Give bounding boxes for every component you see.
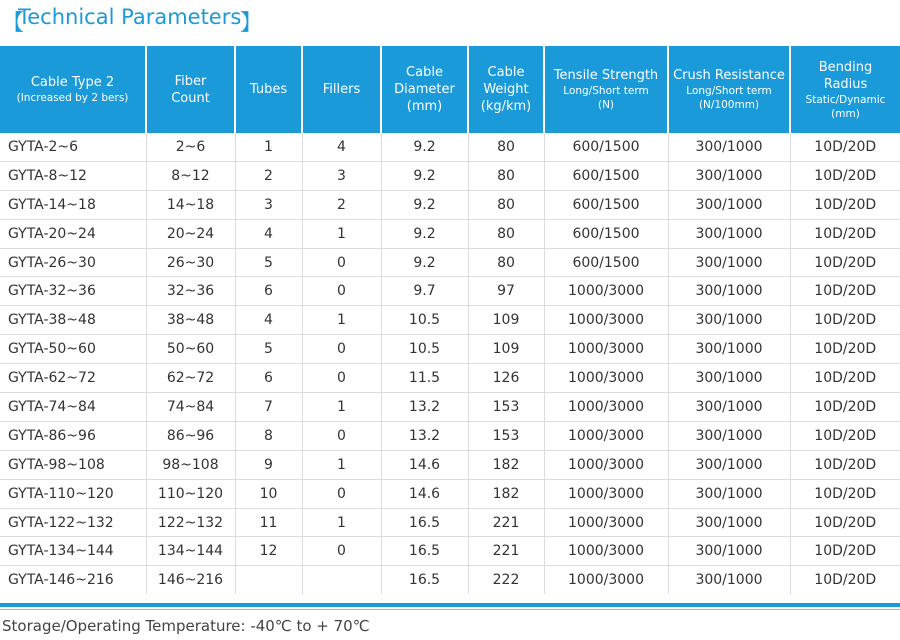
cell-cable-type: GYTA-122~132	[0, 508, 146, 537]
cell-cable-weight: 182	[468, 450, 544, 479]
cell-fiber-count: 134~144	[146, 537, 235, 566]
cell-fillers: 0	[302, 248, 381, 277]
cell-bending-radius: 10D/20D	[790, 364, 900, 393]
cell-tubes: 6	[235, 364, 302, 393]
cell-cable-diameter: 10.5	[381, 306, 468, 335]
cell-tubes: 1	[235, 133, 302, 161]
header-cable-weight	[468, 46, 544, 133]
cell-tubes: 5	[235, 335, 302, 364]
cell-cable-diameter: 13.2	[381, 421, 468, 450]
cell-bending-radius: 10D/20D	[790, 421, 900, 450]
header-label: Fillers	[322, 82, 361, 97]
cell-cable-weight: 153	[468, 393, 544, 422]
cell-crush-resistance: 300/1000	[668, 161, 790, 190]
cell-cable-diameter: 9.2	[381, 248, 468, 277]
cell-tensile-strength: 1000/3000	[544, 393, 668, 422]
table-row	[0, 421, 900, 450]
cell-tensile-strength: 1000/3000	[544, 335, 668, 364]
cell-bending-radius: 10D/20D	[790, 566, 900, 594]
cell-cable-diameter: 9.2	[381, 190, 468, 219]
cell-tubes: 12	[235, 537, 302, 566]
cell-cable-diameter: 14.6	[381, 479, 468, 508]
header-cable-type	[0, 46, 146, 133]
cell-bending-radius: 10D/20D	[790, 161, 900, 190]
cell-tensile-strength: 1000/3000	[544, 277, 668, 306]
cell-cable-diameter: 9.2	[381, 219, 468, 248]
header-bending-radius	[790, 46, 900, 133]
bottom-divider	[0, 609, 900, 610]
cell-tensile-strength: 600/1500	[544, 190, 668, 219]
cell-cable-diameter: 13.2	[381, 393, 468, 422]
cell-crush-resistance: 300/1000	[668, 219, 790, 248]
cell-fillers: 0	[302, 421, 381, 450]
cell-cable-diameter: 10.5	[381, 335, 468, 364]
cell-tubes: 11	[235, 508, 302, 537]
table-row	[0, 161, 900, 190]
cell-cable-diameter: 9.7	[381, 277, 468, 306]
cell-fillers: 1	[302, 508, 381, 537]
cell-fiber-count: 98~108	[146, 450, 235, 479]
cell-fillers: 1	[302, 219, 381, 248]
cell-crush-resistance: 300/1000	[668, 393, 790, 422]
cell-fiber-count: 14~18	[146, 190, 235, 219]
table-row	[0, 450, 900, 479]
page-title	[0, 0, 900, 46]
title-text: Technical Parameters	[18, 5, 242, 29]
table-row	[0, 508, 900, 537]
header-label: Cable	[406, 65, 443, 80]
header-label: Cable	[487, 65, 525, 80]
cell-fillers: 1	[302, 393, 381, 422]
cell-bending-radius: 10D/20D	[790, 393, 900, 422]
cell-cable-type: GYTA-146~216	[0, 566, 146, 594]
cell-crush-resistance: 300/1000	[668, 133, 790, 161]
cell-cable-weight: 222	[468, 566, 544, 594]
cell-cable-weight: 80	[468, 190, 544, 219]
cell-bending-radius: 10D/20D	[790, 508, 900, 537]
header-label: Tubes	[249, 82, 288, 97]
cell-cable-weight: 221	[468, 537, 544, 566]
cell-fiber-count: 146~216	[146, 566, 235, 594]
cell-cable-type: GYTA-98~108	[0, 450, 146, 479]
cell-bending-radius: 10D/20D	[790, 277, 900, 306]
cell-tensile-strength: 1000/3000	[544, 537, 668, 566]
cell-fiber-count: 122~132	[146, 508, 235, 537]
header-sublabel: Long/Short term (N)	[563, 85, 649, 111]
header-label: (kg/km)	[480, 99, 532, 114]
cell-cable-diameter: 16.5	[381, 566, 468, 594]
table-row	[0, 277, 900, 306]
header-label: Tensile Strength	[553, 68, 659, 83]
cell-cable-diameter: 11.5	[381, 364, 468, 393]
cell-cable-type: GYTA-62~72	[0, 364, 146, 393]
cell-crush-resistance: 300/1000	[668, 450, 790, 479]
table-row	[0, 248, 900, 277]
cell-fillers: 0	[302, 537, 381, 566]
cell-cable-type: GYTA-86~96	[0, 421, 146, 450]
header-label: Count	[171, 90, 210, 106]
cell-tensile-strength: 600/1500	[544, 219, 668, 248]
table-row	[0, 566, 900, 594]
cell-tubes: 4	[235, 306, 302, 335]
cell-fillers: 0	[302, 335, 381, 364]
header-cable-diameter	[381, 46, 468, 133]
cell-fillers: 2	[302, 190, 381, 219]
header-sublabel: (Increased by 2 bers)	[16, 92, 129, 104]
table-row	[0, 393, 900, 422]
cell-cable-weight: 126	[468, 364, 544, 393]
cell-crush-resistance: 300/1000	[668, 248, 790, 277]
cell-cable-type: GYTA-32~36	[0, 277, 146, 306]
table-row	[0, 364, 900, 393]
cell-crush-resistance: 300/1000	[668, 277, 790, 306]
cell-tensile-strength: 1000/3000	[544, 566, 668, 594]
cell-cable-weight: 109	[468, 335, 544, 364]
cell-fillers: 1	[302, 306, 381, 335]
header-sublabel: Static/Dynamic (mm)	[805, 93, 886, 120]
header-fiber-count	[146, 46, 235, 133]
cell-cable-type: GYTA-74~84	[0, 393, 146, 422]
cell-fiber-count: 74~84	[146, 393, 235, 422]
technical-parameters-table	[0, 46, 900, 594]
cell-fillers: 0	[302, 277, 381, 306]
title-right-bracket: 】	[240, 11, 263, 36]
cell-fiber-count: 20~24	[146, 219, 235, 248]
cell-bending-radius: 10D/20D	[790, 335, 900, 364]
cell-fillers: 0	[302, 479, 381, 508]
cell-fillers: 3	[302, 161, 381, 190]
storage-temperature-note: Storage/Operating Temperature: -40℃ to + 70℃	[2, 617, 370, 635]
cell-tensile-strength: 1000/3000	[544, 450, 668, 479]
table-row	[0, 190, 900, 219]
cell-cable-weight: 153	[468, 421, 544, 450]
cell-tubes: 10	[235, 479, 302, 508]
cell-cable-diameter: 9.2	[381, 133, 468, 161]
cell-cable-weight: 109	[468, 306, 544, 335]
cell-bending-radius: 10D/20D	[790, 190, 900, 219]
cell-tubes: 6	[235, 277, 302, 306]
cell-cable-weight: 80	[468, 133, 544, 161]
cell-tubes	[235, 566, 302, 594]
header-label: Diameter	[394, 82, 455, 97]
header-label: Weight	[483, 82, 529, 97]
cell-tubes: 9	[235, 450, 302, 479]
cell-cable-weight: 80	[468, 161, 544, 190]
cell-cable-type: GYTA-8~12	[0, 161, 146, 190]
cell-fiber-count: 26~30	[146, 248, 235, 277]
cell-fiber-count: 32~36	[146, 277, 235, 306]
cell-fiber-count: 86~96	[146, 421, 235, 450]
cell-tensile-strength: 1000/3000	[544, 364, 668, 393]
table-row	[0, 219, 900, 248]
cell-cable-type: GYTA-14~18	[0, 190, 146, 219]
cell-bending-radius: 10D/20D	[790, 219, 900, 248]
cell-cable-diameter: 9.2	[381, 161, 468, 190]
cell-fillers: 4	[302, 133, 381, 161]
cell-cable-type: GYTA-50~60	[0, 335, 146, 364]
cell-bending-radius: 10D/20D	[790, 537, 900, 566]
title-left-bracket: 【	[2, 11, 25, 36]
cell-cable-diameter: 16.5	[381, 537, 468, 566]
table-row	[0, 335, 900, 364]
cell-fillers	[302, 566, 381, 594]
cell-fillers: 0	[302, 364, 381, 393]
cell-crush-resistance: 300/1000	[668, 364, 790, 393]
header-label: Crush Resistance	[673, 68, 785, 83]
header-fillers	[302, 46, 381, 133]
header-crush-resistance	[668, 46, 790, 133]
header-label: Fiber	[174, 73, 207, 89]
cell-tubes: 8	[235, 421, 302, 450]
cell-tubes: 7	[235, 393, 302, 422]
cell-fiber-count: 38~48	[146, 306, 235, 335]
cell-cable-diameter: 16.5	[381, 508, 468, 537]
cell-tensile-strength: 600/1500	[544, 133, 668, 161]
header-tubes	[235, 46, 302, 133]
cell-tubes: 4	[235, 219, 302, 248]
cell-crush-resistance: 300/1000	[668, 421, 790, 450]
cell-tensile-strength: 1000/3000	[544, 306, 668, 335]
cell-cable-type: GYTA-134~144	[0, 537, 146, 566]
cell-crush-resistance: 300/1000	[668, 479, 790, 508]
bottom-accent-bar	[0, 603, 900, 607]
cell-fiber-count: 2~6	[146, 133, 235, 161]
cell-cable-weight: 97	[468, 277, 544, 306]
table-body	[0, 133, 900, 594]
cell-fiber-count: 8~12	[146, 161, 235, 190]
cell-cable-weight: 182	[468, 479, 544, 508]
cell-crush-resistance: 300/1000	[668, 508, 790, 537]
cell-cable-type: GYTA-2~6	[8, 138, 79, 155]
cell-crush-resistance: 300/1000	[668, 335, 790, 364]
header-sublabel: Long/Short term (N/100mm)	[686, 85, 772, 111]
cell-fiber-count: 110~120	[146, 479, 235, 508]
cell-fiber-count: 50~60	[146, 335, 235, 364]
cell-crush-resistance: 300/1000	[668, 190, 790, 219]
cell-tubes: 5	[235, 248, 302, 277]
cell-bending-radius: 10D/20D	[790, 479, 900, 508]
table-row	[0, 133, 900, 161]
cell-tubes: 2	[235, 161, 302, 190]
cell-cable-weight: 80	[468, 219, 544, 248]
cell-bending-radius: 10D/20D	[790, 450, 900, 479]
cell-crush-resistance: 300/1000	[668, 537, 790, 566]
cell-cable-diameter: 14.6	[381, 450, 468, 479]
cell-crush-resistance: 300/1000	[668, 566, 790, 594]
cell-cable-type: GYTA-26~30	[0, 248, 146, 277]
cell-tensile-strength: 1000/3000	[544, 421, 668, 450]
table-row	[0, 306, 900, 335]
cell-cable-type: GYTA-38~48	[0, 306, 146, 335]
table-header-row	[0, 46, 900, 133]
cell-tubes: 3	[235, 190, 302, 219]
cell-tensile-strength: 1000/3000	[544, 508, 668, 537]
table-row	[0, 479, 900, 508]
cell-fiber-count: 62~72	[146, 364, 235, 393]
cell-tensile-strength: 600/1500	[544, 161, 668, 190]
table-row	[0, 537, 900, 566]
cell-cable-type: GYTA-110~120	[0, 479, 146, 508]
cell-bending-radius: 10D/20D	[790, 133, 900, 161]
header-label: Bending Radius	[818, 59, 873, 92]
cell-tensile-strength: 600/1500	[544, 248, 668, 277]
header-label: Cable Type 2	[30, 75, 115, 90]
header-tensile-strength	[544, 46, 668, 133]
header-label: (mm)	[406, 99, 443, 114]
cell-crush-resistance: 300/1000	[668, 306, 790, 335]
cell-cable-weight: 80	[468, 248, 544, 277]
cell-bending-radius: 10D/20D	[790, 248, 900, 277]
cell-cable-type: GYTA-20~24	[0, 219, 146, 248]
cell-tensile-strength: 1000/3000	[544, 479, 668, 508]
cell-bending-radius: 10D/20D	[790, 306, 900, 335]
cell-cable-weight: 221	[468, 508, 544, 537]
cell-fillers: 1	[302, 450, 381, 479]
